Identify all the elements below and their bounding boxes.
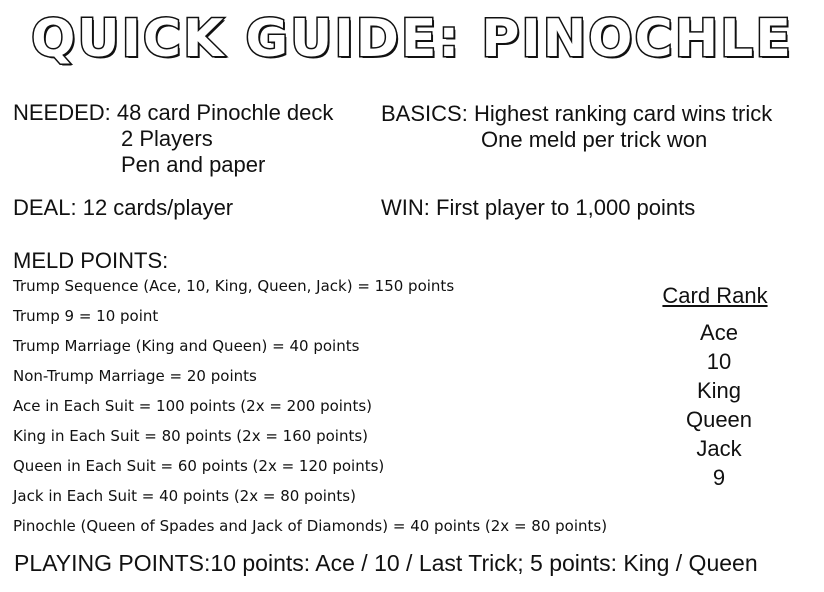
card-rank-heading: Card Rank	[662, 283, 768, 308]
basics-label: BASICS:	[381, 101, 468, 126]
needed-item: 2 Players	[121, 126, 213, 151]
card-rank-item: Jack	[696, 436, 742, 461]
meld-heading: MELD POINTS:	[13, 248, 169, 273]
card-rank-item: 9	[712, 465, 726, 490]
needed-item: 48 card Pinochle deck	[116, 100, 334, 125]
list-item: Trump 9 = 10 point	[13, 307, 159, 325]
card-rank-item: King	[696, 378, 742, 403]
deal-section	[13, 195, 233, 221]
basics-section	[381, 101, 772, 153]
meld-list	[13, 276, 607, 546]
list-item: King in Each Suit = 80 points (2x = 160 points)	[13, 427, 369, 445]
win-section	[381, 195, 695, 221]
list-item: Ace in Each Suit = 100 points (2x = 200 points)	[13, 397, 372, 415]
playing-points	[14, 548, 758, 578]
needed-label: NEEDED:	[13, 100, 111, 125]
card-rank-list	[644, 318, 794, 492]
list-item: Non-Trump Marriage = 20 points	[13, 367, 257, 385]
playing-text: 10 points: Ace / 10 / Last Trick; 5 points: King / Queen	[210, 550, 758, 576]
list-item: Trump Marriage (King and Queen) = 40 points	[13, 337, 360, 355]
deal-label: DEAL:	[13, 195, 77, 220]
card-rank-item: 10	[706, 349, 732, 374]
list-item: Trump Sequence (Ace, 10, King, Queen, Jack) = 150 points	[13, 277, 455, 295]
basics-item: One meld per trick won	[481, 127, 708, 152]
card-rank-item: Queen	[685, 407, 753, 432]
deal-text: 12 cards/player	[82, 195, 234, 220]
needed-item: Pen and paper	[121, 152, 266, 177]
list-item: Pinochle (Queen of Spades and Jack of Diamonds) = 40 points (2x = 80 points)	[13, 517, 608, 535]
page-title: QUICK GUIDE: PINOCHLE	[31, 9, 793, 69]
card-rank-item: Ace	[700, 320, 738, 345]
needed-section	[13, 100, 333, 178]
win-text: First player to 1,000 points	[436, 195, 696, 220]
basics-item: Highest ranking card wins trick	[473, 101, 773, 126]
list-item: Jack in Each Suit = 40 points (2x = 80 points)	[13, 487, 356, 505]
list-item: Queen in Each Suit = 60 points (2x = 120 points)	[13, 457, 385, 475]
playing-label: PLAYING POINTS:	[14, 550, 211, 576]
win-label: WIN:	[381, 195, 430, 220]
